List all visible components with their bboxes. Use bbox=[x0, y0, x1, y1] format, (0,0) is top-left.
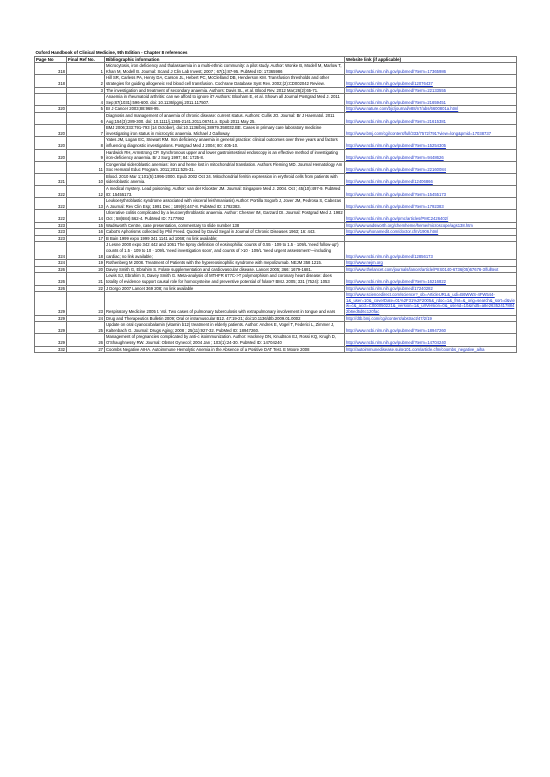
table-row bbox=[35, 186, 517, 198]
cell-page-no: 324 bbox=[35, 242, 67, 260]
cell-bibliographic-info: J Dorgo 2007 Lancet 369 208; no link available bbox=[105, 285, 345, 292]
cell-website-link[interactable]: http://www.ncbi.nlm.nih.gov/pubmed/?term=16216822 bbox=[345, 273, 517, 285]
cell-page-no: 329 bbox=[35, 334, 67, 346]
cell-bibliographic-info: Management of pregnancies complicated by anti-c isoimmunization. Author: Hackney DN, Knudtson EJ, Rossi KQ, Krugh D, O'Shaughnessy RW. Journal: Obstet Gynecol; 2004 Jan ; 103(1):24-30. PubMed ID: 14704240 bbox=[105, 334, 345, 346]
cell-ref-no: 20 bbox=[67, 266, 105, 273]
cell-page-no bbox=[35, 161, 67, 173]
cell-bibliographic-info: Hill SR, Carless PA, Henry DA, Carson JL, Hebert PC, McClelland DB, Henderson KM. Transfusion thresholds and other strategies for guiding allogeneic red blood cell transfusion. Cochrane Database Syst Rev. 2002;(2):CD002042 Review. bbox=[105, 75, 345, 87]
cell-bibliographic-info: Coombs Negative AIHA. Autoimmune Hemolytic Anemia in the Absence of a Positive DAT Test. E Moore 2008 bbox=[105, 346, 345, 353]
cell-page-no: 332 bbox=[35, 346, 67, 353]
table-row bbox=[35, 87, 517, 94]
cell-bibliographic-info: Cabot's Aphorisms collected by Phil Freed. Quoted by David Segal in Journal of Chronic Diseases 1963; 16: 443. bbox=[105, 229, 345, 236]
table-row bbox=[35, 292, 517, 315]
cell-website-link[interactable]: http://www.ncbi.nlm.nih.gov/pubmed/?term=21659451 bbox=[345, 94, 517, 106]
header-info: Bibliographic information bbox=[105, 56, 345, 63]
cell-ref-no: 13 bbox=[67, 198, 105, 210]
cell-ref-no: 14 bbox=[67, 210, 105, 222]
cell-page-no: 318 bbox=[35, 75, 67, 87]
table-row bbox=[35, 125, 517, 137]
table-row bbox=[35, 235, 517, 242]
cell-website-link[interactable]: http://www.ncbi.nlm.nih.gov/pubmed/?term=1792383 bbox=[345, 198, 517, 210]
cell-ref-no: 11 bbox=[67, 161, 105, 173]
cell-website-link[interactable]: http://www.ncbi.nlm.nih.gov/pmc/articles/PMC2426402/ bbox=[345, 210, 517, 222]
cell-website-link[interactable]: http://www.nature.com/bjc/journal/v88/n7/abs/6600801a.html bbox=[345, 106, 517, 113]
cell-bibliographic-info: Lewis SJ, Ebrahim S, Davey Smith G. Meta-analysis of MTHFR 677C->T polymorphism and coronary heart disease: does totality of evidence support causal role for homocysteine and preventive potential of folate? BMJ. 2005; 331 (7524): 1053 bbox=[105, 273, 345, 285]
cell-ref-no: 21 bbox=[67, 273, 105, 285]
cell-website-link[interactable]: http://www.ncbi.nlm.nih.gov/pubmed/?term=9448626 bbox=[345, 149, 517, 161]
cell-website-link[interactable]: http://www.ncbi.nlm.nih.gov/pubmed/?term=22160084 bbox=[345, 161, 517, 173]
references-table bbox=[34, 50, 517, 353]
cell-website-link[interactable]: http://www.ncbi.nlm.nih.gov/pubmed/?term=15455173 bbox=[345, 186, 517, 198]
table-row bbox=[35, 334, 517, 346]
table-row bbox=[35, 315, 517, 322]
cell-ref-no: 4 bbox=[67, 94, 105, 106]
cell-ref-no: 16 bbox=[67, 229, 105, 236]
cell-ref-no: 27 bbox=[67, 346, 105, 353]
cell-page-no: 324 bbox=[35, 260, 67, 267]
cell-website-link[interactable]: http://www.ncbi.nlm.nih.gov/pubmed/17240282 bbox=[345, 285, 517, 292]
cell-website-link[interactable]: http://www.ncbi.nlm.nih.gov/pubmed/12076437 bbox=[345, 75, 517, 87]
cell-page-no: 323 bbox=[35, 222, 67, 229]
cell-bibliographic-info: Br J Cancer 2003;88:968-95. bbox=[105, 106, 345, 113]
cell-website-link[interactable]: http://www.sciencedirect.com/science?_ob=ArticleURL&_udi=B6WWS-4FW544-1&_user=10&_coverDate=01%2F31%2F2005&_rdoc=1&_fmt=&_orig=search&_sort=d&view=c&_acct=C000050221&_version=1&_urlVersion=0&_userid=10&md5=a8e263524178842b6ed5d6c120fac bbox=[346, 292, 515, 314]
cell-ref-no: 10 bbox=[67, 173, 105, 185]
cell-website-link[interactable]: http://www.nejm.org bbox=[345, 260, 517, 267]
cell-ref-no: 18 bbox=[67, 242, 105, 260]
cell-bibliographic-info: B Bain 1999 expo 1999 341 1141 ad 1068; no link available; bbox=[105, 235, 345, 242]
cell-page-no bbox=[35, 87, 67, 94]
cell-page-no: 323 bbox=[35, 229, 67, 236]
cell-bibliographic-info: Leukoerythroblastic syndrome associated with visceral leishmaniasis) Author: Portilla Sogorb J, Jover JM, Pedrosa S, Cabezas A Journal: Rev Clin Esp; 1991 Dec ; 189(9):447-8. PubMed ID: 1792383. bbox=[105, 198, 345, 210]
cell-bibliographic-info: Microcytosis, iron deficiency and thalassaemia in a multi-ethnic community: a pilot study. Author: Wonke B, Modell M, Marlow T, Khan M, Modell B. Journal: Scand J Clin Lab Invest; 2007 ; 67(1):87-95. PubMed ID: 17365986 bbox=[105, 63, 345, 75]
table-row bbox=[35, 94, 517, 106]
spreadsheet bbox=[34, 50, 516, 353]
cell-ref-no: 2 bbox=[67, 75, 105, 87]
cell-ref-no: 8 bbox=[67, 137, 105, 149]
cell-website-link[interactable]: http://www.ncbi.nlm.nih.gov/pubmed/?term=15254305 bbox=[345, 137, 517, 149]
cell-bibliographic-info: Hardwick RH, Armstrong CP. Synchronous upper and lower gastrointestinal endoscopy is an effective method of investigating iron-deficiency anaemia. Br J Surg 1997; 84: 1725-8. bbox=[105, 149, 345, 161]
cell-page-no: 326 bbox=[35, 266, 67, 273]
header-link: Website link (if applicable) bbox=[345, 56, 517, 63]
cell-page-no bbox=[35, 94, 67, 106]
cell-bibliographic-info: Diagnosis and management of anaemia of chronic disease: current status. Authors: Cullis JO. Journal: Br J Haematol. 2011 Aug;154(3):289-300. doi: 10.1111/j.1365-2141.2011.08741.x. Epub 2011 May 25. bbox=[105, 112, 345, 124]
cell-page-no: 320 bbox=[35, 106, 67, 113]
cell-bibliographic-info: BMJ 2006;333:791-793 (14 October), doi:10.1136/bmj.38979.358032.BE. Cases in primary care laboratory medicine investigating iron status in microcytic anaemia. Michael J Galloway bbox=[105, 125, 345, 137]
table-row bbox=[35, 222, 517, 229]
table-row bbox=[35, 285, 517, 292]
cell-website-link[interactable]: http://www.ncbi.nlm.nih.gov/pubmed/?term=18947260 bbox=[345, 322, 517, 334]
cell-bibliographic-info: Yates JM, Logan EC, Stewart RM. Iron deficiency anaemia in general practice: clinical outcomes over three years and factors influencing diagnostic investigations. Postgrad Med J 2004; 80: 405-10. bbox=[105, 137, 345, 149]
cell-bibliographic-info: Respiratory Medicine 2005 t. Vol. Two cases of pulmonary tuberculosis with extrapulmonary involvement in tongue and ears bbox=[105, 292, 345, 315]
table-row bbox=[35, 161, 517, 173]
table-row bbox=[35, 260, 517, 267]
table-row bbox=[35, 346, 517, 353]
table-row bbox=[35, 273, 517, 285]
cell-ref-no: 17 bbox=[67, 235, 105, 242]
cell-website-link[interactable]: http://www.wadsworth.org/chemheme/heme/microscope/ags138.htm bbox=[345, 222, 517, 229]
table-row bbox=[35, 322, 517, 334]
cell-bibliographic-info: Congenital sideroblastic anemias: iron and heme lost in mitochondrial translation. Authors Fleming MD. Journal Hematology Am Soc Hematol Educ Program. 2011;2011:525-31. bbox=[105, 161, 345, 173]
table-row bbox=[35, 242, 517, 260]
cell-page-no: 329 bbox=[35, 292, 67, 315]
cell-bibliographic-info: The investigation and treatment of secondary anaemia. Authors: Davis SL, et al. Blood Rev. 2012 Mar;26(2):65-71. bbox=[105, 87, 345, 94]
cell-ref-no: 25 bbox=[67, 322, 105, 334]
cell-bibliographic-info: Update on oral cyanocobalamin (vitamin b12) treatment in elderly patients. Author: Andres E, Vogel T, Federici L, Zimmer J, Kaltenbach G. Journal: Drugs Aging; 2008 ; 25(11):927-32. PubMed ID: 18947260. bbox=[105, 322, 345, 334]
cell-website-link[interactable]: http://www.whonamedit.com/doctor.cfm/1906.html bbox=[345, 229, 517, 236]
cell-website-link[interactable]: http://www.ncbi.nlm.nih.gov/pubmed/?term=17365986 bbox=[345, 63, 517, 75]
table-row bbox=[35, 266, 517, 273]
cell-ref-no: 19 bbox=[67, 260, 105, 267]
cell-ref-no: 6 bbox=[67, 112, 105, 124]
cell-ref-no: 9 bbox=[67, 149, 105, 161]
cell-bibliographic-info: J Lesne 2000 expo 342 442 and 1061 The 5proy definition of eosinophilia: counts of 0.55 · 109 to 1.5 · 109/L 'need follow-up') counts of 1.5 · 109 to 10 · 109/L 'need investigation soon', and counts of >10 · 109/L 'need urgent assessment'—including cardiac; no link available; bbox=[105, 242, 345, 260]
table-row bbox=[35, 198, 517, 210]
cell-bibliographic-info: Ulcerative colitis complicated by a leucoerythroblastic anaemia. Author: Chesner IM, Garzard DI. Journal: Postgrad Med J. 1982 Oct ; 58(684):662-4. PubMed ID: 7177992 bbox=[106, 210, 343, 222]
table-row bbox=[35, 106, 517, 113]
cell-page-no bbox=[35, 112, 67, 124]
cell-website-link[interactable]: http://autoimmunedisease.suite101.com/article.cfm/coombs_negative_aiha bbox=[345, 346, 517, 353]
cell-ref-no: 23 bbox=[67, 292, 105, 315]
cell-page-no: 322 bbox=[35, 186, 67, 198]
cell-page-no: 321 bbox=[35, 173, 67, 185]
sheet-title: Oxford Handbook of Clinical Medicine, 9th Edition - Chapter 8 references bbox=[35, 50, 188, 55]
cell-ref-no: 24 bbox=[67, 315, 105, 322]
cell-bibliographic-info: Blood. 2010 Mar 1;101(5):1996-2000. Epub 2002 Oct 24. Mitochondrial ferritin expression in erythroid cells from patients with sideroblastic anemia. bbox=[105, 173, 345, 185]
cell-page-no: 326 bbox=[35, 285, 67, 292]
cell-page-no: 320 bbox=[35, 125, 67, 137]
cell-website-link[interactable]: http://www.ncbi.nlm.nih.gov/pubmed/?term=14704240 bbox=[345, 334, 517, 346]
cell-website-link bbox=[345, 235, 517, 242]
table-row bbox=[35, 229, 517, 236]
cell-bibliographic-info: Drug and Therapeutics Bulletin 2009; Oral or intramuscular B12. 47:19-21; doi:10.1136/dtb.2009.01.0002 bbox=[105, 315, 345, 322]
cell-ref-no: 3 bbox=[67, 87, 105, 94]
table-row bbox=[35, 75, 517, 87]
cell-website-link[interactable]: http://www.ncbi.nlm.nih.gov/pubmed/?term=22133555 bbox=[345, 87, 517, 94]
cell-bibliographic-info: Wadsworth Centre, case presentation, commentary to slide number 138 bbox=[105, 222, 345, 229]
cell-page-no: 318 bbox=[35, 63, 67, 75]
cell-website-link[interactable]: http://www.ncbi.nlm.nih.gov/pubmed/12406866 bbox=[345, 173, 517, 185]
table-row bbox=[35, 149, 517, 161]
cell-bibliographic-info: A medical mystery. Lead poisoning. Author: van der Klooster JM. Journal: Singapore Med J. 2004. Oct ; 45(10):497-9. PubMed ID: 15455173. bbox=[105, 186, 345, 198]
cell-website-link[interactable]: http://www.thelancet.com/journals/lancet/article/PIIS0140-6736(05)67676-3/fulltext bbox=[345, 266, 517, 273]
cell-website-link[interactable]: http://www.ncbi.nlm.nih.gov/pubmed/12856173 bbox=[345, 242, 517, 260]
cell-website-link[interactable]: http://dtb.bmj.com/cgi/content/abstract/47/2/19 bbox=[345, 315, 517, 322]
cell-ref-no: 12 bbox=[67, 186, 105, 198]
cell-page-no: 326 bbox=[35, 273, 67, 285]
cell-ref-no: 1 bbox=[67, 63, 105, 75]
table-row bbox=[35, 112, 517, 124]
cell-page-no: 329 bbox=[35, 315, 67, 322]
header-ref: Final Ref No. bbox=[67, 56, 105, 63]
cell-bibliographic-info: Rothenberg M 2008. Treatment of Patients with the hypereosinophilic syndrome with mepolizumab. NEJM 358 1215. bbox=[105, 260, 345, 267]
cell-ref-no: 26 bbox=[67, 334, 105, 346]
cell-page-no: 320 bbox=[35, 137, 67, 149]
cell-page-no: 323 bbox=[35, 235, 67, 242]
cell-website-link[interactable]: http://www.ncbi.nlm.nih.gov/pubmed/?term=21615381 bbox=[345, 112, 517, 124]
table-row bbox=[35, 210, 517, 222]
cell-ref-no: 7 bbox=[67, 125, 105, 137]
header-row bbox=[35, 56, 517, 63]
header-page: Page No bbox=[35, 56, 67, 63]
cell-page-no: 322 bbox=[35, 210, 67, 222]
cell-ref-no: 22 bbox=[67, 285, 105, 292]
table-row bbox=[35, 63, 517, 75]
cell-bibliographic-info: Anaemia in rheumatoid arthritis: can we afford to ignore it? Authors: Bloxham E, et al. Shown all Journal Postgrad Med J. 2011 Sep;87(1031):596-600. doi: 10.1136/pgmj.2011.117507. bbox=[105, 94, 345, 106]
cell-page-no: 322 bbox=[35, 198, 67, 210]
cell-page-no: 329 bbox=[35, 322, 67, 334]
cell-ref-no: 15 bbox=[67, 222, 105, 229]
cell-bibliographic-info: Davey Smith G, Ebrahim S. Folate supplementation and cardiovascular disease. Lancet 2005; 366: 1679-1681. bbox=[105, 266, 345, 273]
table-row bbox=[35, 137, 517, 149]
cell-ref-no: 5 bbox=[67, 106, 105, 113]
cell-website-link[interactable]: http://www.bmj.com/cgi/content/full/333/7572/791?view=long&pmid=17038737 bbox=[345, 125, 517, 137]
table-row bbox=[35, 173, 517, 185]
cell-page-no: 320 bbox=[35, 149, 67, 161]
